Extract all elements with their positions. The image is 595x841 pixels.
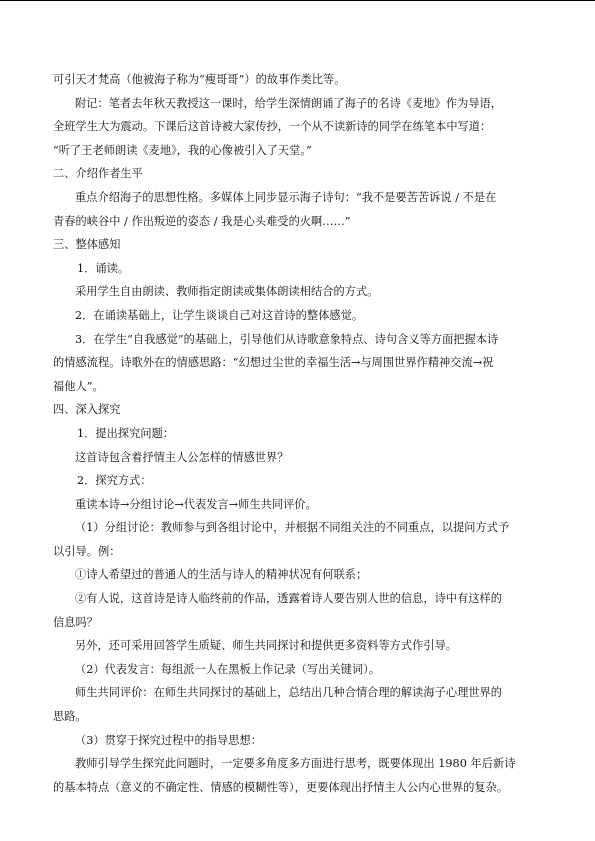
text-line: 可引天才梵高（他被海子称为“瘦哥哥”）的故事作类比等。: [53, 73, 346, 86]
text-line: 重读本诗→分组讨论→代表发言→师生共同评价。: [75, 497, 317, 511]
text-line: 教师引导学生探究此问题时，一定要多角度多方面进行思考，既要体现出 1980 年后新诗: [75, 757, 516, 771]
text-line: 采用学生自由朗读、教师指定朗读或集体朗读相结合的方式。: [75, 285, 379, 299]
document-body: [53, 68, 542, 799]
text-line: ②有人说，这首诗是诗人临终前的作品，透露着诗人要告别人世的信息，诗中有这样的: [75, 592, 503, 606]
text-line: 师生共同评价：在师生共同探讨的基础上，总结出几种合情合理的解读海子心理世界的: [75, 686, 503, 700]
section-heading: 二、介绍作者生平: [53, 167, 143, 181]
text-line: 的情感流程。诗歌外在的情感思路：“幻想过尘世的幸福生活→与周围世界作精神交流→祝: [53, 356, 494, 370]
text-line: 的基本特点（意义的不确定性、情感的模糊性等），更要体现出抒情主人公内心世界的复杂。: [53, 780, 509, 794]
text-line: 重点介绍海子的思想性格。多媒体上同步显示海子诗句：“我不是要苦苦诉说 / 不是在: [75, 190, 497, 204]
text-line: ①诗人希望过的普通人的生活与诗人的精神状况有何联系；: [75, 568, 368, 582]
section-heading: 四、深入探究: [53, 403, 121, 417]
text-line: 这首诗包含着抒情主人公怎样的情感世界？: [75, 450, 289, 464]
text-line: （3）贯穿于探究过程中的指导思想：: [75, 733, 262, 747]
text-line: 1．诵读。: [77, 261, 130, 275]
text-line: 全班学生大为震动。下课后这首诗被大家传抄，一个从不读新诗的同学在练笔本中写道：: [53, 120, 492, 134]
text-line: 福他人”。: [53, 379, 104, 393]
text-line: 思路。: [53, 710, 87, 724]
page-top-rule: [0, 0, 595, 1]
text-line: 3．在学生“自我感觉”的基础上，引导他们从诗歌意象特点、诗句含义等方面把握本诗: [75, 332, 499, 346]
text-line: 2．探究方式：: [77, 474, 152, 488]
text-line: 附记：笔者去年秋天教授这一课时，给学生深情朗诵了海子的名诗《麦地》作为导语，: [75, 96, 503, 110]
text-line: 青春的峡谷中 / 作出叛逆的姿态 / 我是心头难受的火啊……”: [53, 214, 351, 228]
text-line: （2）代表发言：每组派一人在黑板上作记录（写出关键词）。: [75, 662, 380, 676]
section-heading: 三、整体感知: [53, 238, 121, 252]
text-line: 以引导。例：: [53, 544, 121, 558]
text-line: 信息吗？: [53, 615, 98, 629]
text-line: 另外，还可采用回答学生质疑、师生共同探讨和提供更多资料等方式作引导。: [75, 639, 458, 653]
text-line: （1）分组讨论：教师参与到各组讨论中，并根据不同组关注的不同重点，以提问方式予: [75, 521, 510, 535]
text-line: 2．在诵读基础上，让学生谈谈自己对这首诗的整体感觉。: [75, 308, 364, 322]
text-line: “听了王老师朗读《麦地》，我的心像被引入了天堂。”: [53, 143, 312, 157]
text-line: 1．提出探究问题：: [77, 426, 175, 440]
